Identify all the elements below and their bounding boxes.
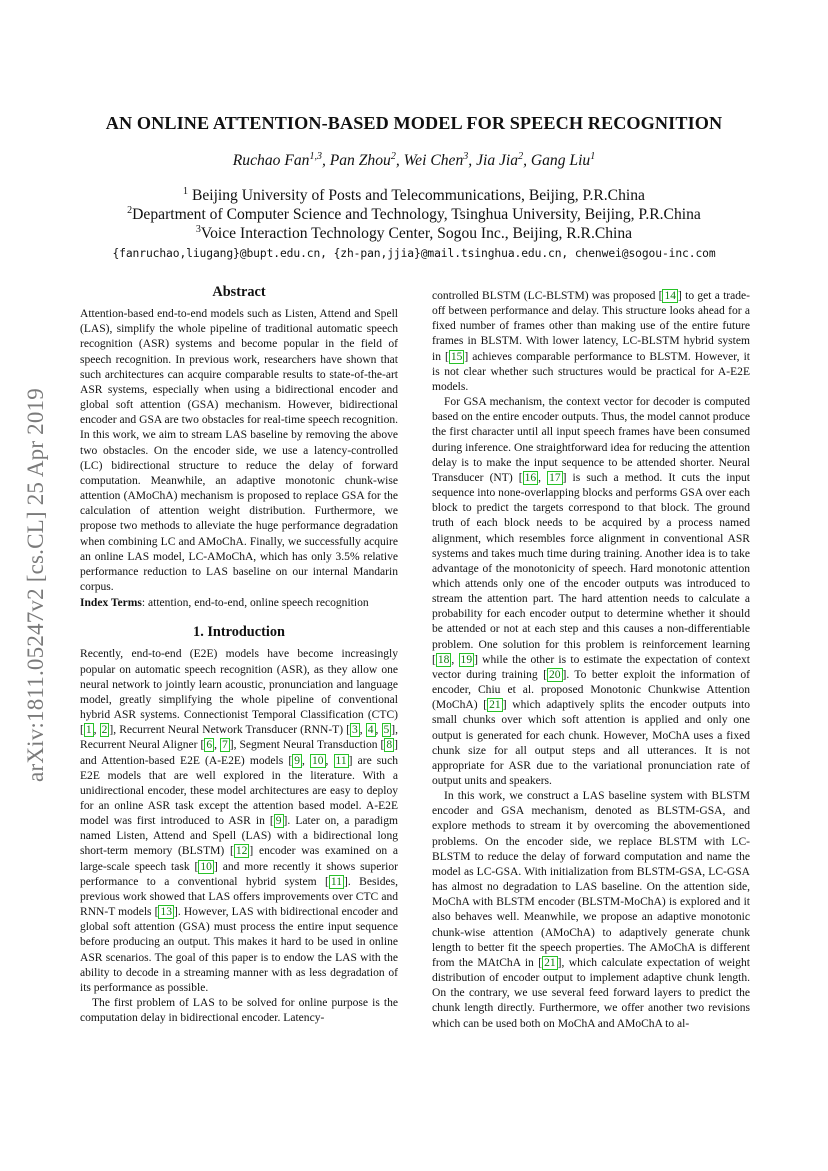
citation-link[interactable]: 14 bbox=[664, 290, 677, 302]
citation-link[interactable]: 1 bbox=[85, 724, 92, 737]
intro-heading: 1. Introduction bbox=[193, 624, 285, 641]
citation-link[interactable]: 13 bbox=[160, 906, 173, 919]
citation-link[interactable]: 11 bbox=[330, 875, 342, 888]
affiliation-1: $^1$ Beijing University of Posts and Telecommunications, Beijing, P.R.China bbox=[183, 186, 645, 205]
abstract-text: Attention-based end-to-end models such as Listen, Attend and Spell (LAS), simplify the whole pipeline of traditional automatic speech recognition (ASR) systems and become popular in the field of speech recognition. In previous work, researchers have shown that such architectures can acquire comparable results to state-of-the-art ASR systems, especially when using a bidirectional encoder and global soft attention (GSA) mechanism. However, bidirectional encoder and GSA are two obstacles for real-time speech recognition. In this work, we aim to stream LAS baseline by removing the above two obstacles. On the encoder side, we use a latency-controlled (LC) bidirectional structure to reduce the delay of forward computation. Meanwhile, an adaptive monotonic chunk-wise attention (AMoChA) mechanism is proposed to replace GSA for the calculation of attention weight distribution. Furthermore, we propose two methods to alleviate the huge performance degradation when combining LC and AMoChA. Finally, we successfully acquire an online LAS model, LC-AMoChA, which has only 3.5% relative performance reduction to LAS baseline on our internal Mandarin corpus. bbox=[80, 308, 398, 593]
citation-link[interactable]: 20 bbox=[548, 668, 561, 681]
author-name: Pan Zhou bbox=[329, 152, 391, 170]
arxiv-sidebar bbox=[23, 388, 56, 782]
author-name: Wei Chen bbox=[403, 152, 464, 170]
author-affiliation-mark: 2 bbox=[390, 151, 396, 162]
citation-link[interactable]: 6 bbox=[206, 739, 213, 752]
citation-link[interactable]: 10 bbox=[311, 754, 324, 767]
citation-link[interactable]: 9 bbox=[294, 754, 300, 767]
abstract-heading: Abstract bbox=[212, 284, 266, 300]
citation-link[interactable]: 18 bbox=[437, 653, 450, 666]
affiliation-3: $^3$Voice Interaction Technology Center, Sogou Inc., Beijing, R.R.China bbox=[195, 224, 633, 243]
author-affiliation-mark: 2 bbox=[518, 151, 524, 162]
author-affiliation-mark: 3 bbox=[463, 151, 469, 162]
author-name: Gang Liu bbox=[530, 152, 591, 170]
affiliation-2: $^2$Department of Computer Science and Technology, Tsinghua University, Beijing, P.R.China bbox=[127, 205, 701, 224]
citation-link[interactable]: 8 bbox=[386, 739, 393, 752]
index-terms-label: Index Terms bbox=[80, 597, 142, 610]
citation-link[interactable]: 12 bbox=[235, 845, 248, 858]
citation-link[interactable]: 7 bbox=[221, 739, 228, 752]
index-terms-list: : attention, end-to-end, online speech recognition bbox=[141, 597, 369, 610]
author-name: Ruchao Fan bbox=[232, 152, 310, 170]
citation-link[interactable]: 21 bbox=[544, 956, 556, 969]
author-affiliation-mark: 1,3 bbox=[309, 151, 322, 162]
right-paragraph-2: For GSA mechanism, the context vector for decoder is computed based on the entire encoder outputs. Thus, the model cannot produce the first character until all input speech frames have been consumed during inference. One straightforward idea for reducing the attention delay is to make the input sequence to be attended shorter. Neural Transducer (NT) [ 16 , 17 ] is such a method. It cuts the input sequence into none-overlapping blocks and performs GSA over each block to predict the targets correspond to that block. The ground truth of each block needs to be acquired by a process named alignment, which resembles force alignment in conventional ASR systems and takes much time during training. Another idea is to take advantage of the monotonicity of speech. Hard monotonic attention which attends only one of the encoder outputs was introduced to stream the attention part. The hard attention needs to calculate a probability for each encoder output to determine whether it should be attended or not at each step and this causes a non-differentiable problem. One solution for this problem is reinforcement learning [ 18 , 19 ] while the other is to estimate the expectation of context vector during training [ 20 ]. To better exploit the information of encoder, Chiu et al. proposed Monotonic Chunkwise Attention (MoChA) [ 21 ] which adaptively splits the encoder outputs into small chunks over which soft attention is applied and only one output is generated for each chunk. However, MoChA uses a fixed chunk size for all output steps and all utterances. It is not appropriate for ASR due to the variational pronunciation rate of output units and speakers. bbox=[432, 396, 751, 787]
citation-link[interactable]: 4 bbox=[367, 724, 374, 737]
index-terms bbox=[80, 596, 398, 611]
author-affiliation-mark: 1 bbox=[590, 151, 596, 162]
arxiv-identifier: arXiv:1811.05247v2 [cs.CL] 25 Apr 2019 bbox=[23, 388, 48, 782]
citation-link[interactable]: 11 bbox=[335, 754, 347, 767]
citation-link[interactable]: 15 bbox=[450, 350, 463, 363]
right-paragraph-1: controlled BLSTM (LC-BLSTM) was proposed [ 14 ] to get a trade-off between performance and delay. This structure looks ahead for a fixed number of frames other than making use of the entire future frames in BLSTM. With lower latency, LC-BLSTM hybrid system in [ 15 ] achieves comparable performance to BLSTM. However, it is not clear whether such structures would be practical for A-E2E models. bbox=[432, 290, 751, 393]
citation-link[interactable]: 2 bbox=[101, 724, 108, 737]
author-emails: {fanruchao,liugang}@bupt.edu.cn, {zh-pan,jjia}@mail.tsinghua.edu.cn, chenwei@sogou-inc.com bbox=[112, 247, 716, 260]
citation-link[interactable]: 10 bbox=[200, 860, 212, 873]
author-list: Ruchao Fan$^{1,3}$, Pan Zhou$^2$, Wei Chen$^3$, Jia Jia$^2$, Gang Liu$^1$ bbox=[232, 151, 596, 170]
intro-paragraph-1: Recently, end-to-end (E2E) models have become increasingly popular on automatic speech recognition (ASR), as they allow one neural network to jointly learn acoustic, pronunciation and language model, greatly simplifying the whole pipeline of conventional hybrid ASR systems. Connectionist Temporal Classification (CTC) [ 1 , 2 ], Recurrent Neural Network Transducer (RNN-T) [ 3 , 4 , 5 ], Recurrent Neural Aligner [ 6 , 7 ], Segment Neural Transduction [ 8 ] and Attention-based E2E (A-E2E) models [ 9 , 10 , 11 ] are such E2E models that are well explored in the literature. With a unidirectional encoder, these model architectures are easy to deploy for an online ASR task except the attention based model. A-E2E model was first introduced to ASR in [ 9 ]. Later on, a paradigm named Listen, Attend and Spell (LAS) with a bidirectional long short-term memory (BLSTM) [ 12 ] encoder was examined on a large-scale speech task [ 10 ] and more recently it shows superior performance to a conventional hybrid system [ 11 ]. Besides, previous work showed that LAS offers improvements over CTC and RNN-T models [ 13 ]. However, LAS with bidirectional encoder and global soft attention (GSA) must process the entire input sequence before producing an output. This makes it hard to be used in online ASR scenarios. The goal of this paper is to endow the LAS with the ability to decode in a streaming manner with as less degradation of its performance as possible. bbox=[80, 648, 399, 994]
paper-title: AN ONLINE ATTENTION-BASED MODEL FOR SPEECH RECOGNITION bbox=[105, 113, 723, 133]
intro-paragraph-2: The first problem of LAS to be solved for online purpose is the computation delay in bidirectional encoder. Latency- bbox=[80, 997, 398, 1025]
citation-link[interactable]: 9 bbox=[275, 815, 282, 828]
citation-link[interactable]: 16 bbox=[524, 471, 537, 484]
citation-link[interactable]: 19 bbox=[460, 653, 473, 666]
left-column bbox=[80, 285, 398, 1026]
citation-link[interactable]: 17 bbox=[549, 471, 561, 484]
right-column bbox=[432, 289, 750, 1032]
citation-link[interactable]: 21 bbox=[489, 699, 501, 712]
citation-link[interactable]: 5 bbox=[383, 724, 390, 737]
citation-link[interactable]: 3 bbox=[352, 724, 358, 737]
author-name: Jia Jia bbox=[476, 152, 519, 170]
right-paragraph-3: In this work, we construct a LAS baseline system with BLSTM encoder and GSA mechanism, denoted as BLSTM-GSA, and explore methods to stream it by overcoming the abovementioned problems. On the encoder side, we replace BLSTM with LC-BLSTM to reduce the delay of forward computation and name the model as LC-GSA. With initialization from BLSTM-GSA, LC-GSA has almost no degradation to LAS baseline. On the attention side, MoChA with BLSTM encoder (BLSTM-MoChA) is explored and it also behaves well. Meanwhile, we propose an adaptive monotonic chunk-wise attention (AMoChA) to adaptively generate chunk length to better fit the speech properties. The AMoChA is different from the MAtChA in [ 21 ], which calculate expectation of weight distribution of encoder output to implement adaptive chunk length. On the contrary, we use several feed forward layers to predict the chunk length directly. Furthermore, we offer another two revisions which can be used both on MoChA and AMoChA to al- bbox=[432, 790, 750, 1030]
